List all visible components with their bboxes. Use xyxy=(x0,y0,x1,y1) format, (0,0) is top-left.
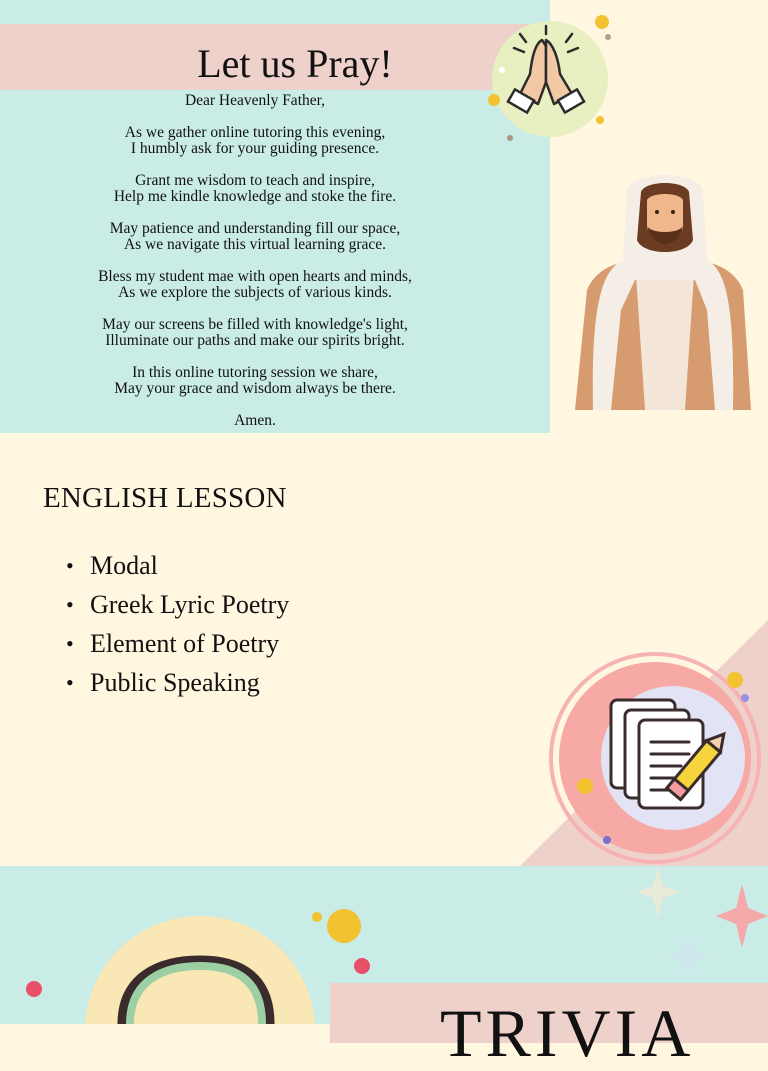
prayer-stanza xyxy=(30,125,480,157)
prayer-line: As we explore the subjects of various kinds. xyxy=(118,284,392,301)
page-title: Let us Pray! xyxy=(197,41,393,86)
list-item-label: Modal xyxy=(90,551,158,580)
trivia-heading: TRIVIA xyxy=(440,995,695,1071)
prayer-line: As we navigate this virtual learning grace. xyxy=(123,236,387,253)
lesson-list xyxy=(66,546,289,702)
prayer-line: May patience and understanding fill our space, xyxy=(109,220,401,237)
bullet: • xyxy=(66,631,74,656)
praying-hands-icon xyxy=(480,12,615,147)
prayer-line: May your grace and wisdom always be there. xyxy=(114,380,396,397)
prayer-line: May our screens be filled with knowledge's light, xyxy=(102,316,408,333)
prayer-greeting xyxy=(30,93,480,109)
prayer-stanza xyxy=(30,173,480,205)
prayer-stanza xyxy=(30,269,480,301)
bullet: • xyxy=(66,553,74,578)
list-item xyxy=(66,585,289,624)
list-item-label: Element of Poetry xyxy=(90,629,280,658)
prayer-line: I humbly ask for your guiding presence. xyxy=(130,140,380,157)
prayer-line: Dear Heavenly Father, xyxy=(184,92,326,109)
list-item-label: Greek Lyric Poetry xyxy=(90,590,290,619)
prayer-body xyxy=(30,93,480,445)
prayer-stanza xyxy=(30,317,480,349)
jesus-illustration xyxy=(575,170,755,410)
lesson-heading: ENGLISH LESSON xyxy=(43,482,287,514)
prayer-line: Illuminate our paths and make our spirits bright. xyxy=(105,332,405,349)
bullet: • xyxy=(66,670,74,695)
prayer-stanza xyxy=(30,221,480,253)
documents-pencil-icon xyxy=(545,650,768,866)
list-item-label: Public Speaking xyxy=(90,668,260,697)
list-item xyxy=(66,624,289,663)
prayer-stanza xyxy=(30,365,480,397)
prayer-line: Help me kindle knowledge and stoke the fire. xyxy=(113,188,397,205)
prayer-line: Amen. xyxy=(234,412,276,429)
prayer-line: Bless my student mae with open hearts and minds, xyxy=(98,268,412,285)
prayer-line: As we gather online tutoring this evening, xyxy=(124,124,386,141)
prayer-line: Grant me wisdom to teach and inspire, xyxy=(135,172,375,189)
list-item xyxy=(66,663,289,702)
prayer-line: In this online tutoring session we share, xyxy=(132,364,378,381)
bullet: • xyxy=(66,592,74,617)
prayer-closing xyxy=(30,413,480,429)
list-item xyxy=(66,546,289,585)
